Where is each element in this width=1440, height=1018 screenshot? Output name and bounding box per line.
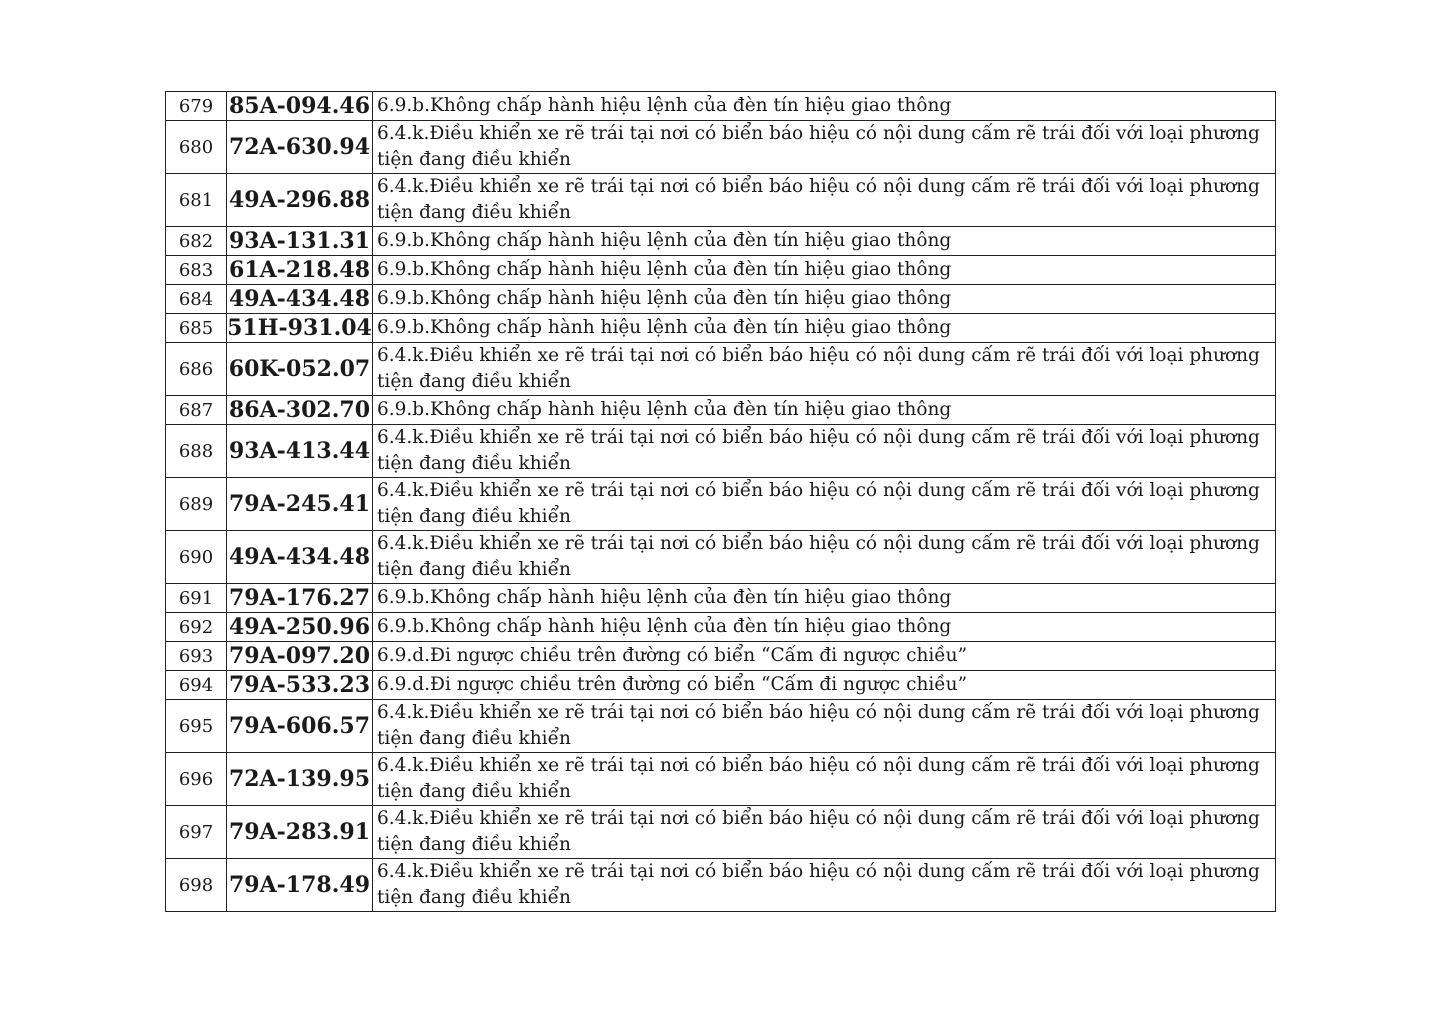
license-plate: 79A-245.41	[227, 478, 373, 531]
license-plate: 60K-052.07	[227, 343, 373, 396]
table-row	[166, 314, 1276, 343]
row-number: 692	[166, 613, 227, 642]
row-number: 686	[166, 343, 227, 396]
violations-table	[165, 91, 1276, 912]
license-plate: 49A-434.48	[227, 285, 373, 314]
violation-description: 6.9.b.Không chấp hành hiệu lệnh của đèn tín hiệu giao thông	[373, 396, 1276, 425]
table-row	[166, 859, 1276, 912]
table-row	[166, 806, 1276, 859]
row-number: 688	[166, 425, 227, 478]
violation-description: 6.9.b.Không chấp hành hiệu lệnh của đèn tín hiệu giao thông	[373, 584, 1276, 613]
license-plate: 49A-250.96	[227, 613, 373, 642]
license-plate: 85A-094.46	[227, 92, 373, 121]
license-plate: 49A-296.88	[227, 174, 373, 227]
license-plate: 61A-218.48	[227, 256, 373, 285]
row-number: 690	[166, 531, 227, 584]
table-row	[166, 174, 1276, 227]
table-row	[166, 227, 1276, 256]
table-row	[166, 285, 1276, 314]
license-plate: 79A-097.20	[227, 642, 373, 671]
license-plate: 93A-413.44	[227, 425, 373, 478]
row-number: 680	[166, 121, 227, 174]
table-row	[166, 613, 1276, 642]
row-number: 697	[166, 806, 227, 859]
violation-description: 6.4.k.Điều khiển xe rẽ trái tại nơi có biển báo hiệu có nội dung cấm rẽ trái đối với loại phương tiện đang điều khiển	[373, 425, 1276, 478]
row-number: 694	[166, 671, 227, 700]
violation-description: 6.9.d.Đi ngược chiều trên đường có biển “Cấm đi ngược chiều”	[373, 671, 1276, 700]
row-number: 691	[166, 584, 227, 613]
violation-description: 6.4.k.Điều khiển xe rẽ trái tại nơi có biển báo hiệu có nội dung cấm rẽ trái đối với loại phương tiện đang điều khiển	[373, 700, 1276, 753]
row-number: 689	[166, 478, 227, 531]
table-row	[166, 531, 1276, 584]
violation-description: 6.9.b.Không chấp hành hiệu lệnh của đèn tín hiệu giao thông	[373, 256, 1276, 285]
row-number: 685	[166, 314, 227, 343]
violation-description: 6.9.b.Không chấp hành hiệu lệnh của đèn tín hiệu giao thông	[373, 613, 1276, 642]
table-row	[166, 700, 1276, 753]
license-plate: 79A-178.49	[227, 859, 373, 912]
violation-description: 6.9.b.Không chấp hành hiệu lệnh của đèn tín hiệu giao thông	[373, 314, 1276, 343]
row-number: 683	[166, 256, 227, 285]
table-row	[166, 753, 1276, 806]
violation-description: 6.4.k.Điều khiển xe rẽ trái tại nơi có biển báo hiệu có nội dung cấm rẽ trái đối với loại phương tiện đang điều khiển	[373, 859, 1276, 912]
table-row	[166, 256, 1276, 285]
license-plate: 72A-630.94	[227, 121, 373, 174]
violation-description: 6.4.k.Điều khiển xe rẽ trái tại nơi có biển báo hiệu có nội dung cấm rẽ trái đối với loại phương tiện đang điều khiển	[373, 478, 1276, 531]
license-plate: 93A-131.31	[227, 227, 373, 256]
violation-description: 6.4.k.Điều khiển xe rẽ trái tại nơi có biển báo hiệu có nội dung cấm rẽ trái đối với loại phương tiện đang điều khiển	[373, 343, 1276, 396]
table-row	[166, 584, 1276, 613]
license-plate: 79A-606.57	[227, 700, 373, 753]
table-row	[166, 121, 1276, 174]
table-row	[166, 478, 1276, 531]
table-row	[166, 343, 1276, 396]
row-number: 684	[166, 285, 227, 314]
table-row	[166, 642, 1276, 671]
violation-description: 6.9.b.Không chấp hành hiệu lệnh của đèn tín hiệu giao thông	[373, 227, 1276, 256]
violation-description: 6.9.d.Đi ngược chiều trên đường có biển “Cấm đi ngược chiều”	[373, 642, 1276, 671]
license-plate: 51H-931.04	[227, 315, 372, 341]
table-row	[166, 425, 1276, 478]
license-plate: 79A-176.27	[227, 584, 373, 613]
violations-table-body	[166, 92, 1276, 912]
violation-description: 6.4.k.Điều khiển xe rẽ trái tại nơi có biển báo hiệu có nội dung cấm rẽ trái đối với loại phương tiện đang điều khiển	[373, 531, 1276, 584]
license-plate: 72A-139.95	[227, 753, 373, 806]
row-number: 687	[166, 396, 227, 425]
violation-description: 6.4.k.Điều khiển xe rẽ trái tại nơi có biển báo hiệu có nội dung cấm rẽ trái đối với loại phương tiện đang điều khiển	[373, 121, 1276, 174]
row-number: 698	[166, 859, 227, 912]
row-number: 682	[166, 227, 227, 256]
violation-description: 6.4.k.Điều khiển xe rẽ trái tại nơi có biển báo hiệu có nội dung cấm rẽ trái đối với loại phương tiện đang điều khiển	[373, 753, 1276, 806]
table-row	[166, 92, 1276, 121]
violation-description: 6.9.b.Không chấp hành hiệu lệnh của đèn tín hiệu giao thông	[373, 92, 1276, 121]
row-number: 681	[166, 174, 227, 227]
violation-description: 6.9.b.Không chấp hành hiệu lệnh của đèn tín hiệu giao thông	[373, 285, 1276, 314]
row-number: 695	[166, 700, 227, 753]
violation-description: 6.4.k.Điều khiển xe rẽ trái tại nơi có biển báo hiệu có nội dung cấm rẽ trái đối với loại phương tiện đang điều khiển	[373, 174, 1276, 227]
license-plate: 79A-533.23	[227, 671, 373, 700]
row-number: 679	[166, 92, 227, 121]
row-number: 696	[166, 753, 227, 806]
license-plate: 49A-434.48	[227, 531, 373, 584]
violation-description: 6.4.k.Điều khiển xe rẽ trái tại nơi có biển báo hiệu có nội dung cấm rẽ trái đối với loại phương tiện đang điều khiển	[373, 806, 1276, 859]
license-plate: 79A-283.91	[227, 806, 373, 859]
license-plate: 86A-302.70	[227, 396, 373, 425]
table-row	[166, 671, 1276, 700]
table-row	[166, 396, 1276, 425]
row-number: 693	[166, 642, 227, 671]
